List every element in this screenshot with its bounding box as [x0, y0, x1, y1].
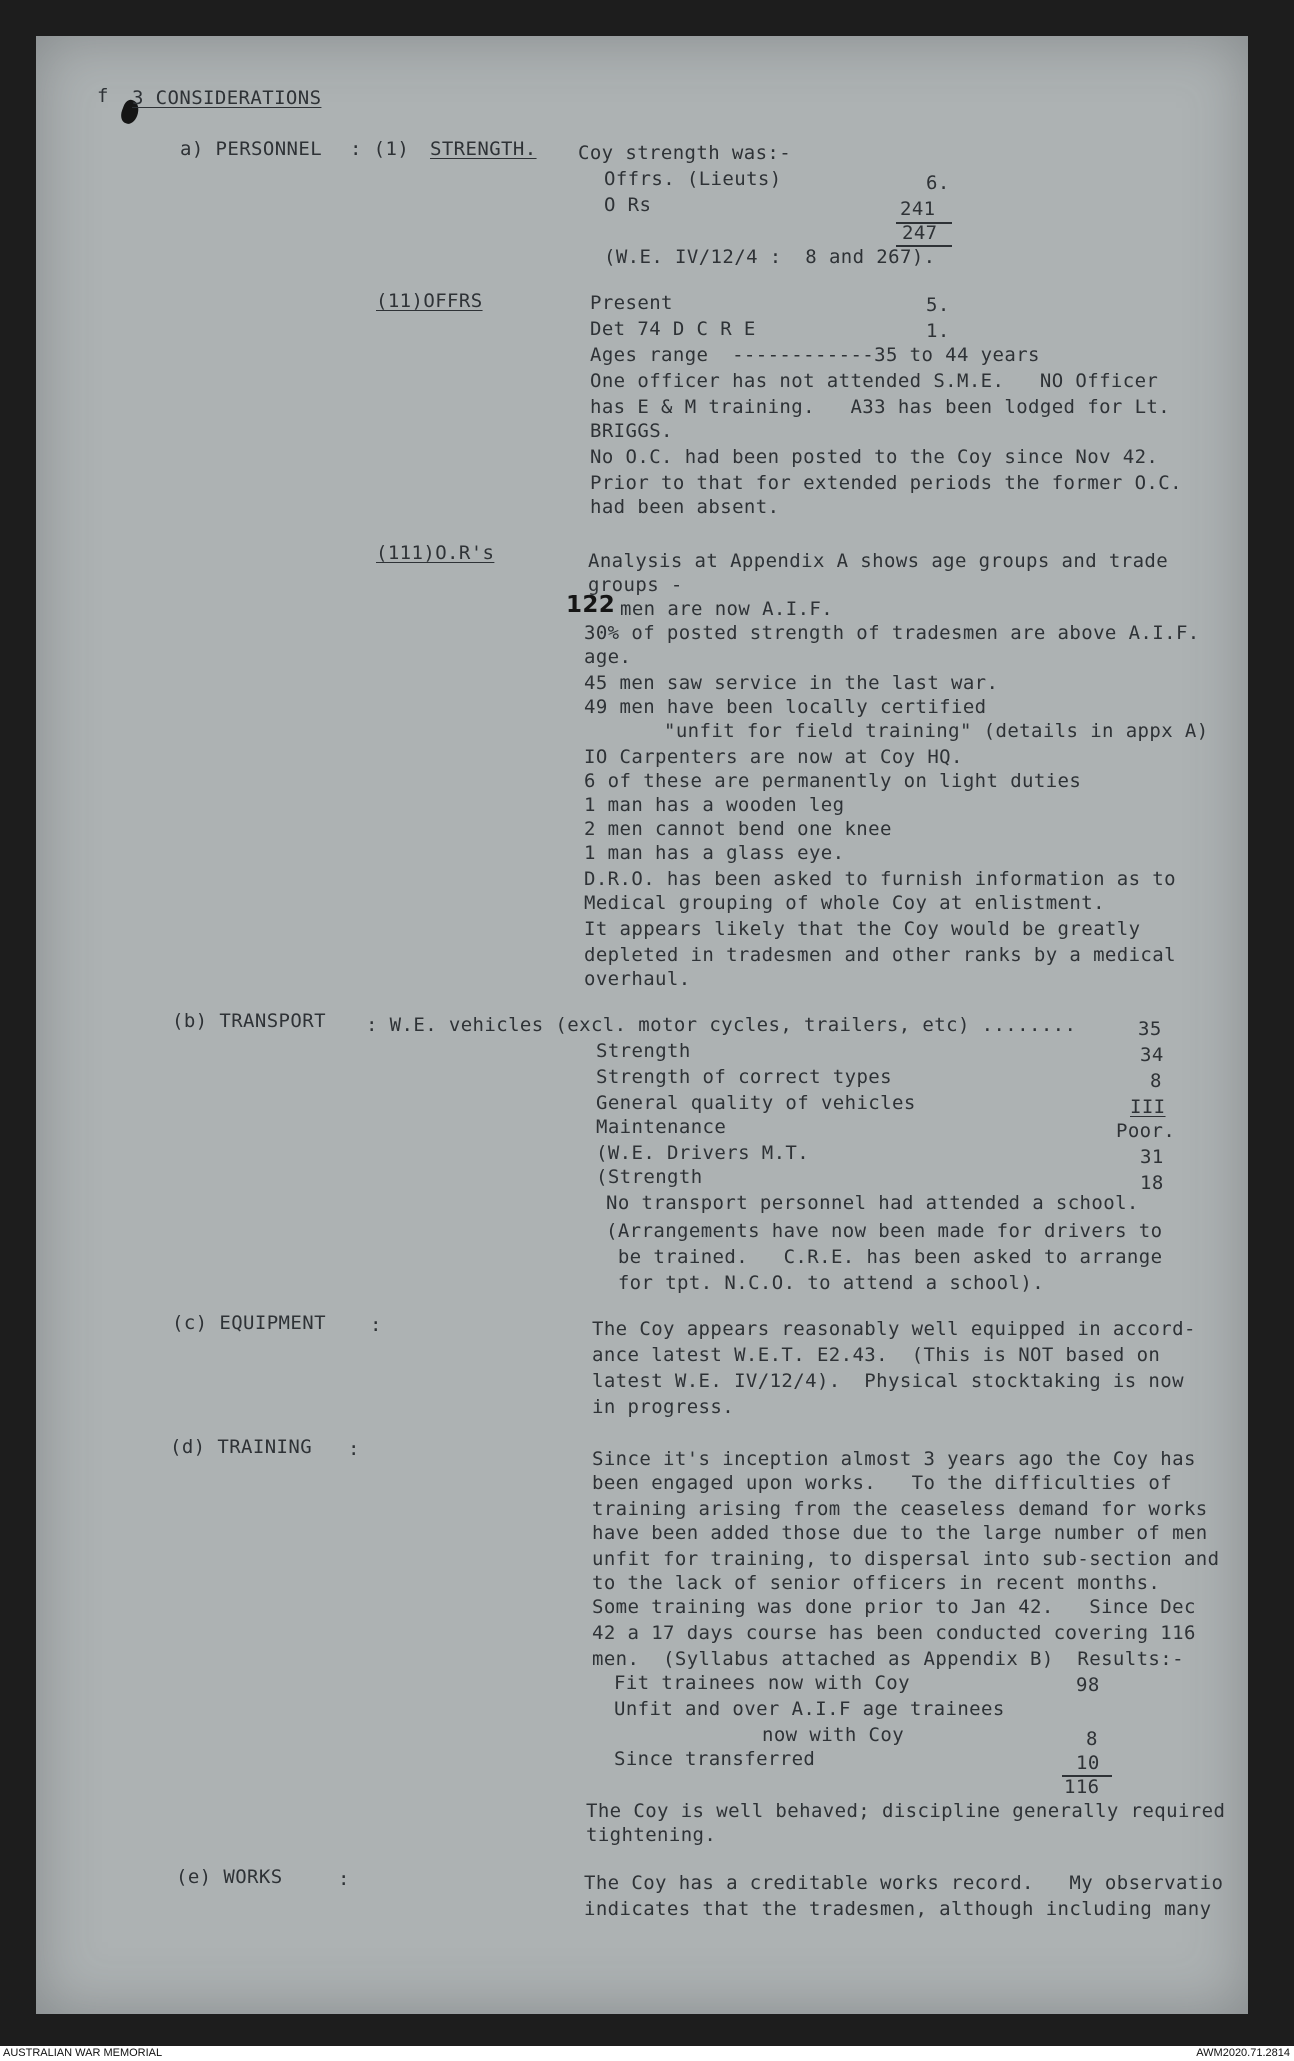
section-a-label: a) PERSONNEL [180, 138, 323, 160]
equipment-text: latest W.E. IV/12/4). Physical stocktaking is now [592, 1370, 1184, 1392]
offrs-text: Ages range ------------35 to 44 years [590, 344, 1040, 366]
training-text: Some training was done prior to Jan 42. Since Dec [592, 1596, 1196, 1618]
archive-reference: AWM2020.71.2814 [1196, 2047, 1290, 2059]
strength-line: O Rs [604, 194, 652, 216]
training-text: men. (Syllabus attached as Appendix B) Results:- [592, 1648, 1184, 1670]
strength-value: 6. [926, 172, 950, 194]
transport-row-label: (W.E. Drivers M.T. [596, 1142, 810, 1164]
training-closing: tightening. [586, 1824, 717, 1846]
ors-text: groups - [588, 574, 683, 596]
training-total: 116 [1064, 1776, 1100, 1798]
margin-mark: f [97, 85, 109, 107]
training-result-label: Unfit and over A.I.F age trainees [614, 1698, 1005, 1720]
archive-name: AUSTRALIAN WAR MEMORIAL [3, 2047, 163, 2059]
strength-value: 241 [900, 198, 936, 220]
ors-text: 45 men saw service in the last war. [584, 672, 999, 694]
transport-value: 35 [1138, 1018, 1162, 1040]
strength-line: Offrs. (Lieuts) [604, 168, 782, 190]
ors-text: Medical grouping of whole Coy at enlistment. [584, 892, 1105, 914]
ors-text: age. [584, 646, 632, 668]
training-result-value: 10 [1076, 1752, 1100, 1774]
transport-row-label: Maintenance [596, 1116, 727, 1138]
training-result-label: Since transferred [614, 1748, 816, 1770]
works-text: indicates that the tradesmen, although including many [584, 1898, 1212, 1920]
strength-line: (W.E. IV/12/4 : 8 and 267). [604, 246, 936, 268]
strength-num: : (1) [350, 138, 410, 160]
transport-note: No transport personnel had attended a school. [606, 1192, 1139, 1214]
ors-text: IO Carpenters are now at Coy HQ. [584, 746, 963, 768]
transport-value: 18 [1140, 1172, 1164, 1194]
training-text: have been added those due to the large number of men [592, 1522, 1208, 1544]
section-d-label: (d) TRAINING [170, 1436, 313, 1458]
offrs-text: has E & M training. A33 has been lodged for Lt. [590, 396, 1171, 418]
transport-value: 8 [1150, 1070, 1162, 1092]
ors-text: overhaul. [584, 968, 691, 990]
ors-text: 1 man has a glass eye. [584, 842, 845, 864]
ors-text: 30% of posted strength of tradesmen are above A.I.F. [584, 622, 1200, 644]
strength-total: 247 [902, 222, 938, 244]
training-text: unfit for training, to dispersal into sub-section and [592, 1548, 1220, 1570]
transport-note: for tpt. N.C.O. to attend a school). [606, 1272, 1045, 1294]
ors-text: 6 of these are permanently on light duties [584, 770, 1082, 792]
offrs-present: Present [590, 292, 673, 314]
transport-value: III [1130, 1096, 1166, 1118]
training-result-label: now with Coy [762, 1724, 905, 1746]
offrs-det: Det 74 D C R E [590, 318, 756, 340]
training-result-value: 8 [1086, 1728, 1098, 1750]
offrs-text: BRIGGS. [590, 420, 673, 442]
training-colon: : [348, 1438, 360, 1460]
archive-footer [0, 2046, 1294, 2061]
training-text: Since it's inception almost 3 years ago the Coy has [592, 1448, 1196, 1470]
ors-text: "unfit for field training" (details in appx A) [664, 720, 1209, 742]
ors-text: 1 man has a wooden leg [584, 794, 845, 816]
training-result-label: Fit trainees now with Coy [614, 1672, 910, 1694]
transport-row-label: General quality of vehicles [596, 1092, 916, 1114]
offrs-present-value: 5. [926, 294, 950, 316]
handwritten-number: 122 [566, 592, 616, 618]
offrs-text: One officer has not attended S.M.E. NO Officer [590, 370, 1159, 392]
offrs-text: Prior to that for extended periods the former O.C. [590, 472, 1182, 494]
transport-value: 31 [1140, 1146, 1164, 1168]
training-text: to the lack of senior officers in recent months. [592, 1572, 1161, 1594]
ors-text: 2 men cannot bend one knee [584, 818, 892, 840]
offrs-text: had been absent. [590, 496, 780, 518]
page-heading: 3 CONSIDERATIONS [132, 87, 322, 109]
transport-row-label: Strength of correct types [596, 1066, 892, 1088]
equipment-colon: : [370, 1314, 382, 1336]
training-text: been engaged upon works. To the difficulties of [592, 1472, 1173, 1494]
transport-value: Poor. [1116, 1120, 1176, 1142]
strength-title: STRENGTH. [430, 138, 537, 160]
works-text: The Coy has a creditable works record. My observatio [584, 1872, 1224, 1894]
section-e-label: (e) WORKS [176, 1866, 283, 1888]
transport-row-label: (Strength [596, 1166, 703, 1188]
equipment-text: The Coy appears reasonably well equipped in accord- [592, 1318, 1196, 1340]
training-text: training arising from the ceaseless demand for works [592, 1498, 1208, 1520]
equipment-text: in progress. [592, 1396, 735, 1418]
section-c-label: (c) EQUIPMENT [172, 1312, 326, 1334]
offrs-text: No O.C. had been posted to the Coy since Nov 42. [590, 446, 1159, 468]
transport-value: 34 [1140, 1044, 1164, 1066]
ors-text: It appears likely that the Coy would be greatly [584, 918, 1141, 940]
ors-text: 49 men have been locally certified [584, 696, 987, 718]
training-text: 42 a 17 days course has been conducted covering 116 [592, 1622, 1196, 1644]
ors-label: (111)O.R's [376, 542, 495, 564]
ors-text: depleted in tradesmen and other ranks by a medical [584, 944, 1176, 966]
offrs-det-value: 1. [926, 320, 950, 342]
transport-first-line: : W.E. vehicles (excl. motor cycles, trailers, etc) ........ [366, 1014, 1077, 1036]
works-colon: : [338, 1868, 350, 1890]
ors-text: men are now A.I.F. [620, 598, 834, 620]
section-b-label: (b) TRANSPORT [172, 1010, 326, 1032]
equipment-text: ance latest W.E.T. E2.43. (This is NOT based on [592, 1344, 1161, 1366]
training-closing: The Coy is well behaved; discipline generally required [586, 1800, 1226, 1822]
ors-text: D.R.O. has been asked to furnish information as to [584, 868, 1176, 890]
training-result-value: 98 [1076, 1674, 1100, 1696]
offrs-label: (11)OFFRS [376, 290, 483, 312]
transport-note: (Arrangements have now been made for drivers to [606, 1220, 1163, 1242]
strength-line: Coy strength was:- [578, 142, 792, 164]
transport-row-label: Strength [596, 1040, 691, 1062]
ors-text: Analysis at Appendix A shows age groups and trade [588, 550, 1169, 572]
transport-note: be trained. C.R.E. has been asked to arrange [606, 1246, 1163, 1268]
